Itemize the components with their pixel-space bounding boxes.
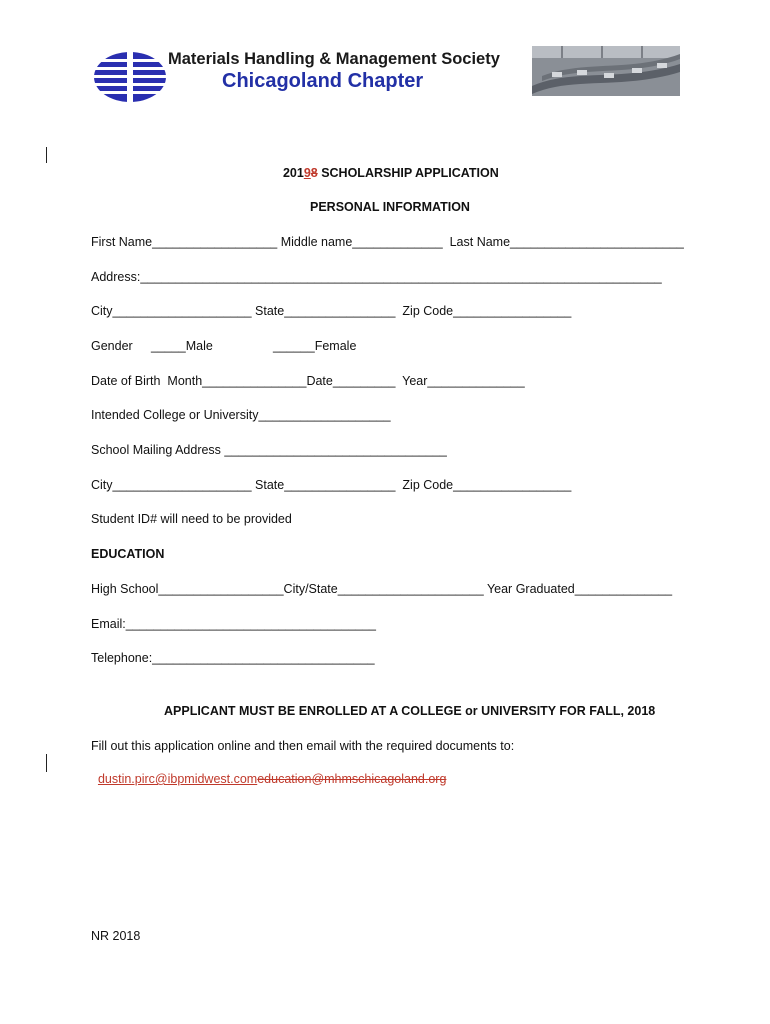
gender-label: Gender — [91, 339, 133, 353]
enrollment-notice: APPLICANT MUST BE ENROLLED AT A COLLEGE or UNIVERSITY FOR FALL, 2018 — [164, 704, 656, 718]
school-city-state-zip-line[interactable]: City____________________ State________________ Zip Code_________________ — [91, 478, 572, 492]
personal-info-heading: PERSONAL INFORMATION — [310, 200, 470, 214]
instructions-text: Fill out this application online and then email with the required documents to: — [91, 739, 515, 753]
student-id-note: Student ID# will need to be provided — [91, 512, 292, 526]
revision-change-bar — [46, 147, 47, 163]
title-label: SCHOLARSHIP APPLICATION — [317, 166, 499, 180]
page-title — [276, 149, 499, 181]
email-field-line[interactable]: Email:____________________________________ — [91, 617, 376, 631]
footer-code: NR 2018 — [91, 929, 141, 943]
title-year-deleted: 8 — [310, 166, 318, 180]
high-school-line[interactable]: High School__________________City/State_____________________ Year Graduated______________ — [91, 582, 673, 596]
address-field-line[interactable]: Address:___________________________________________________________________________ — [91, 270, 662, 284]
date-of-birth-line[interactable]: Date of Birth Month_______________Date_________ Year______________ — [91, 374, 525, 388]
city-state-zip-line[interactable]: City____________________ State________________ Zip Code_________________ — [91, 304, 572, 318]
title-year-prefix: 201 — [282, 166, 304, 180]
name-fields-line[interactable]: First Name__________________ Middle name_____________ Last Name_________________________ — [91, 235, 684, 249]
intended-college-line[interactable]: Intended College or University___________________ — [91, 408, 391, 422]
submission-email-inserted[interactable]: dustin.pirc@ibpmidwest.com — [97, 772, 258, 786]
title-year-inserted: 9 — [303, 166, 311, 180]
revision-change-bar — [46, 754, 47, 772]
telephone-field-line[interactable]: Telephone:________________________________ — [91, 651, 375, 665]
education-heading: EDUCATION — [91, 547, 165, 561]
submission-email — [91, 755, 446, 787]
conveyor-photo-icon — [532, 46, 680, 96]
org-name: Materials Handling & Management Society — [168, 50, 500, 68]
school-mailing-address-line[interactable]: School Mailing Address ________________________________ — [91, 443, 447, 457]
mhms-globe-logo-icon — [92, 50, 168, 104]
chapter-name: Chicagoland Chapter — [222, 70, 424, 92]
gender-female-field[interactable]: ______Female — [273, 339, 357, 353]
gender-male-field[interactable]: _____Male — [151, 339, 213, 353]
submission-email-deleted: education@mhmschicagoland.org — [257, 772, 447, 786]
